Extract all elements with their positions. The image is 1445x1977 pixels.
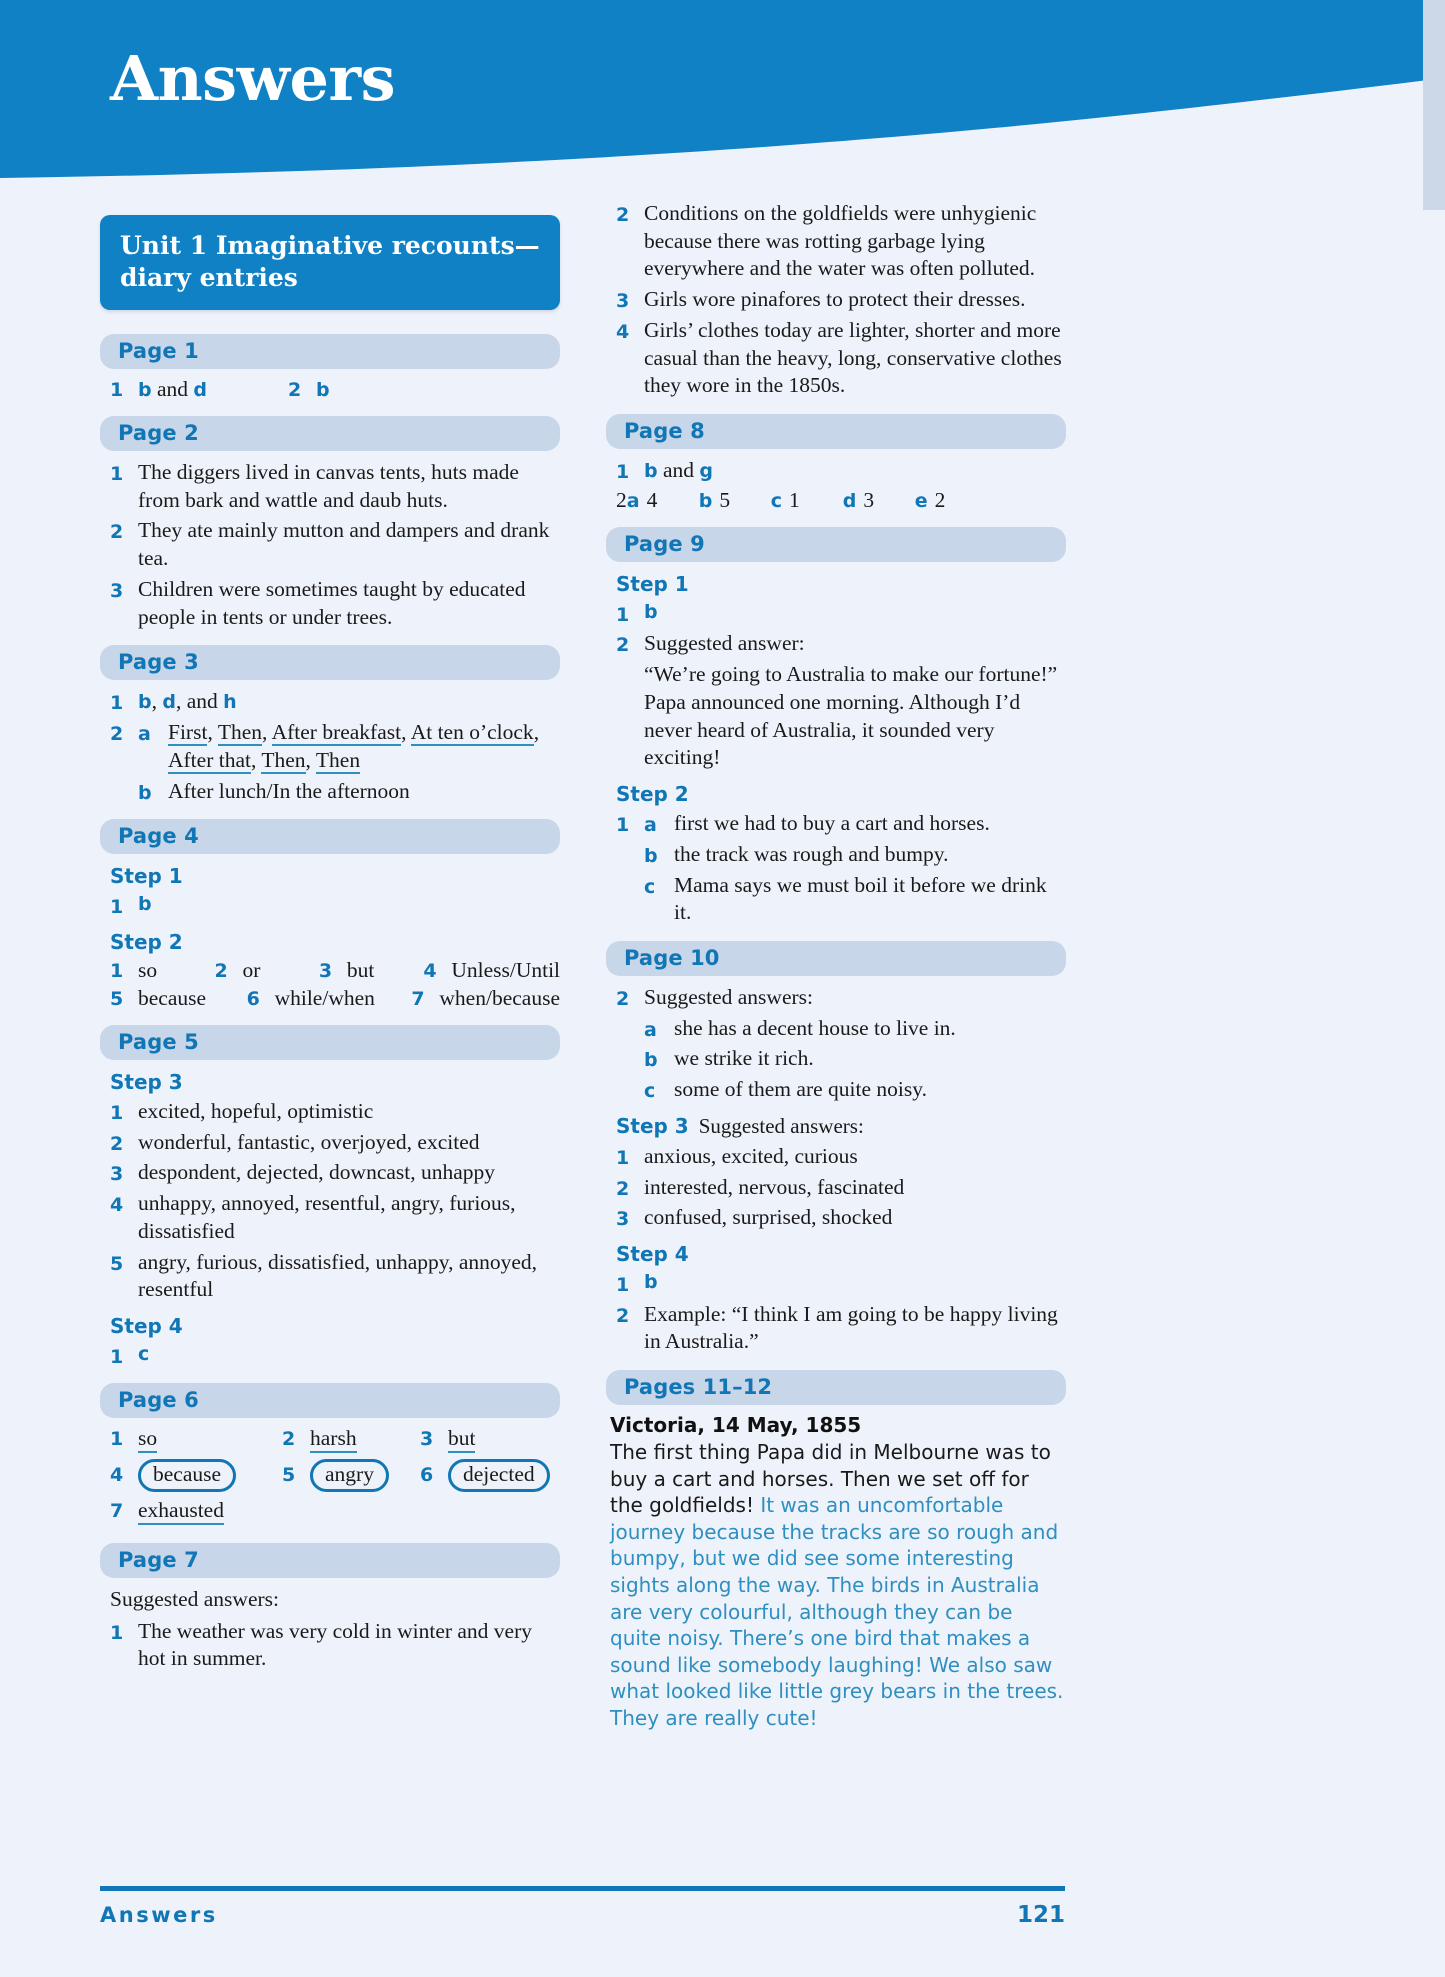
answer-sub-letter: b — [644, 844, 658, 867]
answer-item — [606, 286, 1066, 314]
circled-word: angry — [310, 1459, 389, 1491]
step-heading: Step 2 — [616, 782, 689, 807]
answer-number: 5 — [110, 1252, 124, 1275]
page-bar-page7: Page 7 — [100, 1543, 560, 1578]
answer-number: 1 — [110, 463, 124, 485]
answer-sub-letter: a — [138, 723, 151, 746]
match-value: 1 — [789, 487, 800, 512]
answer-sub-letter: c — [644, 1080, 656, 1103]
suggested-answers-label: Suggested answers: — [644, 984, 813, 1009]
answer-grid-row — [110, 1459, 560, 1491]
separator: , — [151, 689, 163, 714]
diary-entry-paragraph — [610, 1439, 1066, 1732]
answer-item — [606, 1076, 1066, 1104]
answer-item — [606, 984, 1066, 1012]
answer-text: Children were sometimes taught by educated people in tents or under trees. — [138, 576, 526, 629]
answer-sub-letter: c — [644, 875, 656, 898]
circled-word: because — [138, 1459, 236, 1491]
answer-grid-row — [110, 1426, 560, 1453]
right-edge-band — [1423, 0, 1445, 210]
answer-item — [606, 872, 1066, 927]
answer-number: 1 — [110, 896, 124, 919]
answer-conjunction: and — [657, 458, 700, 483]
match-value: 5 — [719, 487, 731, 512]
step-heading: Step 3 — [110, 1069, 183, 1094]
answer-item — [100, 688, 560, 716]
answer-item — [100, 1190, 560, 1245]
answer-text: Example: “I think I am going to be happy living in Australia.” — [644, 1301, 1058, 1354]
match-value: 3 — [863, 487, 875, 512]
match-value: 4 — [646, 487, 658, 512]
answer-item — [100, 1618, 560, 1673]
underlined-word: At ten o’clock — [410, 720, 534, 745]
answer-number: 2 — [214, 959, 228, 982]
answer-number: 1 — [110, 379, 124, 401]
answer-value: d — [193, 379, 208, 401]
step-heading: Step 4 — [110, 1313, 183, 1338]
answer-value: so — [138, 957, 158, 982]
answer-number: 3 — [616, 290, 630, 313]
answer-text: excited, hopeful, optimistic — [138, 1098, 374, 1123]
answer-number: 1 — [616, 1146, 630, 1169]
match-letter: b — [698, 489, 713, 512]
answer-item — [606, 1143, 1066, 1171]
answer-quote: “We’re going to Australia to make our fortune!” Papa announced one morning. Although I’d never heard of Australia, it sounded very exciting! — [644, 662, 1058, 770]
page-bar-page1: Page 1 — [100, 334, 560, 369]
answer-value: d — [162, 691, 176, 714]
answer-number: 7 — [411, 987, 425, 1010]
page-bar-page5: Page 5 — [100, 1025, 560, 1060]
answer-text: angry, furious, dissatisfied, unhappy, annoyed, resentful — [138, 1249, 538, 1302]
answer-grid-row — [110, 986, 560, 1011]
suggested-answers-note: Suggested answers: — [698, 1113, 864, 1138]
underlined-word: Then — [315, 747, 361, 772]
page-footer — [100, 1886, 1065, 1928]
underlined-word: but — [448, 1426, 475, 1453]
step-heading: Step 4 — [616, 1242, 689, 1267]
answer-value: g — [699, 460, 714, 483]
answer-number: 2 — [110, 521, 124, 544]
answer-number: 1 — [110, 1101, 124, 1124]
left-column — [100, 215, 560, 1676]
answer-item — [606, 1045, 1066, 1073]
answer-value: when/because — [439, 985, 560, 1010]
answer-value: b — [138, 379, 152, 401]
answer-number: 1 — [110, 1621, 124, 1644]
answer-word-list: First, Then, After breakfast, At ten o’clock, After that, Then, Then — [168, 720, 540, 772]
answer-item — [100, 892, 560, 920]
page-bar-page9: Page 9 — [606, 527, 1066, 562]
answer-text: some of them are quite noisy. — [674, 1077, 927, 1102]
answer-grid-row — [110, 1498, 560, 1525]
answer-conjunction: and — [151, 377, 194, 401]
answer-number: 1 — [110, 692, 124, 715]
diary-black-text: The first thing Papa did in Melbourne was to buy a cart and horses. Then we set off for the goldfields! — [610, 1440, 1051, 1518]
underlined-word: harsh — [310, 1426, 357, 1453]
answer-sub-letter: a — [644, 1018, 657, 1041]
answer-number: 5 — [282, 1464, 296, 1487]
footer-divider — [100, 1886, 1065, 1891]
page-bar-page6: Page 6 — [100, 1383, 560, 1418]
suggested-answer-label: Suggested answer: — [644, 631, 805, 656]
answer-value: Unless/Until — [451, 957, 561, 982]
answer-number: 7 — [110, 1499, 124, 1522]
page-bar-page4: Page 4 — [100, 819, 560, 854]
answer-item — [606, 810, 1066, 838]
answer-item — [100, 576, 560, 631]
answer-item — [606, 200, 1066, 283]
match-value: 2 — [934, 487, 946, 512]
answer-text: despondent, dejected, downcast, unhappy — [138, 1160, 496, 1185]
answer-item — [606, 600, 1066, 628]
underlined-word: Then — [217, 720, 262, 745]
answer-number: 2 — [616, 204, 630, 226]
answer-item — [100, 1129, 560, 1157]
answer-text: They ate mainly mutton and dampers and drank tea. — [138, 518, 550, 571]
answer-value: b — [644, 1271, 658, 1294]
underlined-word: Then — [261, 747, 306, 772]
answer-number: 3 — [110, 1163, 124, 1186]
unit-banner-line2: diary entries — [120, 263, 298, 292]
underlined-word: so — [138, 1426, 157, 1453]
answer-item — [606, 1301, 1066, 1356]
answer-item — [606, 661, 1066, 772]
underlined-word: After that — [168, 747, 251, 772]
answer-text: anxious, excited, curious — [644, 1143, 858, 1168]
answer-value: b — [316, 379, 330, 401]
answer-value: b — [644, 600, 658, 623]
answer-text: wonderful, fantastic, overjoyed, excited — [138, 1129, 480, 1154]
match-letter: e — [914, 489, 928, 512]
answer-text: After lunch/In the afternoon — [168, 778, 410, 803]
answer-number: 2 — [282, 1428, 296, 1451]
answer-grid-row — [110, 958, 560, 983]
answer-text: first we had to buy a cart and horses. — [674, 811, 990, 836]
answer-text: the track was rough and bumpy. — [674, 841, 949, 866]
answer-value: b — [644, 460, 658, 483]
answer-item — [606, 1270, 1066, 1298]
page1-answers — [110, 377, 560, 402]
match-letter: c — [770, 489, 783, 512]
footer-page-number: 121 — [1016, 1902, 1065, 1928]
step-heading: Step 1 — [110, 864, 183, 889]
answer-number: 1 — [616, 461, 630, 484]
answer-item — [606, 841, 1066, 869]
answer-number: 2 — [616, 634, 630, 657]
match-letter: d — [842, 489, 857, 512]
answer-item — [606, 457, 1066, 485]
answer-number: 5 — [110, 987, 124, 1010]
page-bar-page10: Page 10 — [606, 941, 1066, 976]
answer-text: we strike it rich. — [674, 1046, 814, 1071]
answer-number: 1 — [616, 814, 630, 837]
answer-sub-letter: a — [644, 814, 657, 837]
answer-item — [100, 719, 560, 774]
page-bar-label: Pages 11–12 — [624, 1375, 773, 1400]
page-bar-page8: Page 8 — [606, 414, 1066, 449]
answer-item — [100, 517, 560, 572]
answer-text: The weather was very cold in winter and very hot in summer. — [138, 1618, 533, 1671]
answer-number: 1 — [616, 603, 630, 626]
unit-banner-line1: Unit 1 Imaginative recounts— — [120, 231, 540, 260]
page-header — [0, 0, 1445, 210]
answer-value: or — [242, 957, 261, 982]
answer-text: Girls wore pinafores to protect their dresses. — [644, 287, 1026, 312]
answer-number: 3 — [318, 959, 333, 982]
answer-item — [100, 1342, 560, 1370]
answer-text: unhappy, annoyed, resentful, angry, furious, dissatisfied — [138, 1191, 516, 1243]
answer-number: 2 — [616, 1177, 630, 1200]
answer-item — [100, 1098, 560, 1126]
answer-number: 2 — [110, 1132, 124, 1155]
answer-number: 4 — [110, 1464, 124, 1487]
underlined-word: First — [168, 720, 208, 745]
diary-entry-heading: Victoria, 14 May, 1855 — [610, 1413, 862, 1438]
footer-label: Answers — [100, 1903, 218, 1927]
page-bar-page2: Page 2 — [100, 416, 560, 451]
answer-value: because — [138, 985, 207, 1010]
answer-item — [606, 1174, 1066, 1202]
answer-item — [606, 317, 1066, 400]
answer-text: interested, nervous, fascinated — [644, 1174, 905, 1199]
answer-item — [100, 1249, 560, 1304]
page-bar-page3: Page 3 — [100, 645, 560, 680]
answer-number: 6 — [246, 987, 260, 1010]
separator: , and — [175, 689, 224, 714]
answer-number: 1 — [110, 959, 124, 982]
underlined-word: exhausted — [138, 1498, 224, 1525]
answer-value: but — [346, 957, 375, 982]
answer-sub-letter: b — [138, 781, 152, 804]
underlined-word: After breakfast — [271, 720, 402, 745]
answer-value: while/when — [274, 985, 375, 1010]
answer-item — [100, 459, 560, 514]
answer-number: 2 — [616, 1304, 630, 1327]
answer-text: The diggers lived in canvas tents, huts made from bark and wattle and daub huts. — [138, 460, 519, 512]
answer-value: b — [138, 691, 152, 714]
answer-value: b — [138, 893, 152, 916]
answer-number: 4 — [616, 320, 630, 343]
answer-text: Girls’ clothes today are lighter, shorter and more casual than the heavy, long, conservative clothes they wore in the 1850s. — [644, 317, 1062, 398]
answer-item — [606, 630, 1066, 658]
answer-number: 2 — [616, 987, 630, 1010]
page-bar-pages11-12 — [606, 1370, 1066, 1405]
answer-text: Conditions on the goldfields were unhygienic because there was rotting garbage lying everywhere and the water was often polluted. — [644, 201, 1037, 281]
answer-item — [100, 778, 560, 806]
answer-value: c — [138, 1342, 150, 1365]
answer-number: 2 — [110, 723, 124, 746]
answer-number: 1 — [110, 1345, 124, 1368]
answer-item — [100, 1159, 560, 1187]
answer-number: 2 — [616, 487, 627, 512]
suggested-answers-label: Suggested answers: — [110, 1586, 279, 1611]
unit-banner — [100, 215, 560, 310]
answer-sub-letter: b — [644, 1049, 658, 1072]
step-heading — [616, 1114, 1066, 1139]
step-heading: Step 1 — [616, 571, 689, 596]
answer-text: Mama says we must boil it before we drink it. — [674, 872, 1047, 925]
answer-text: she has a decent house to live in. — [674, 1015, 956, 1040]
match-letter: a — [626, 489, 640, 512]
answer-matching-row — [616, 488, 1066, 513]
answer-number: 3 — [110, 579, 124, 602]
answer-number: 4 — [110, 1194, 124, 1217]
answer-value: h — [223, 691, 237, 714]
answer-number: 1 — [110, 1428, 124, 1451]
page-title: Answers — [110, 42, 395, 115]
answer-text: confused, surprised, shocked — [644, 1205, 893, 1230]
answer-number: 3 — [420, 1428, 434, 1451]
answer-number: 4 — [423, 959, 437, 982]
answer-number: 2 — [288, 379, 302, 401]
answer-number: 1 — [616, 1274, 630, 1297]
answer-number: 6 — [420, 1464, 434, 1487]
answer-item — [606, 1015, 1066, 1043]
circled-word: dejected — [448, 1459, 550, 1491]
step-heading-label: Step 3 — [616, 1113, 689, 1138]
right-column — [606, 200, 1066, 1732]
answer-item — [606, 1204, 1066, 1232]
answer-number: 3 — [616, 1208, 630, 1231]
step-heading: Step 2 — [110, 929, 183, 954]
diary-blue-text: It was an uncomfortable journey because the tracks are so rough and bumpy, but we did see some interesting sights along the way. The birds in Australia are very colourful, although they can be quite noisy. There’s one bird that makes a sound like somebody laughing! We also saw what looked like little grey bears in the trees. They are really cute! — [610, 1493, 1064, 1731]
